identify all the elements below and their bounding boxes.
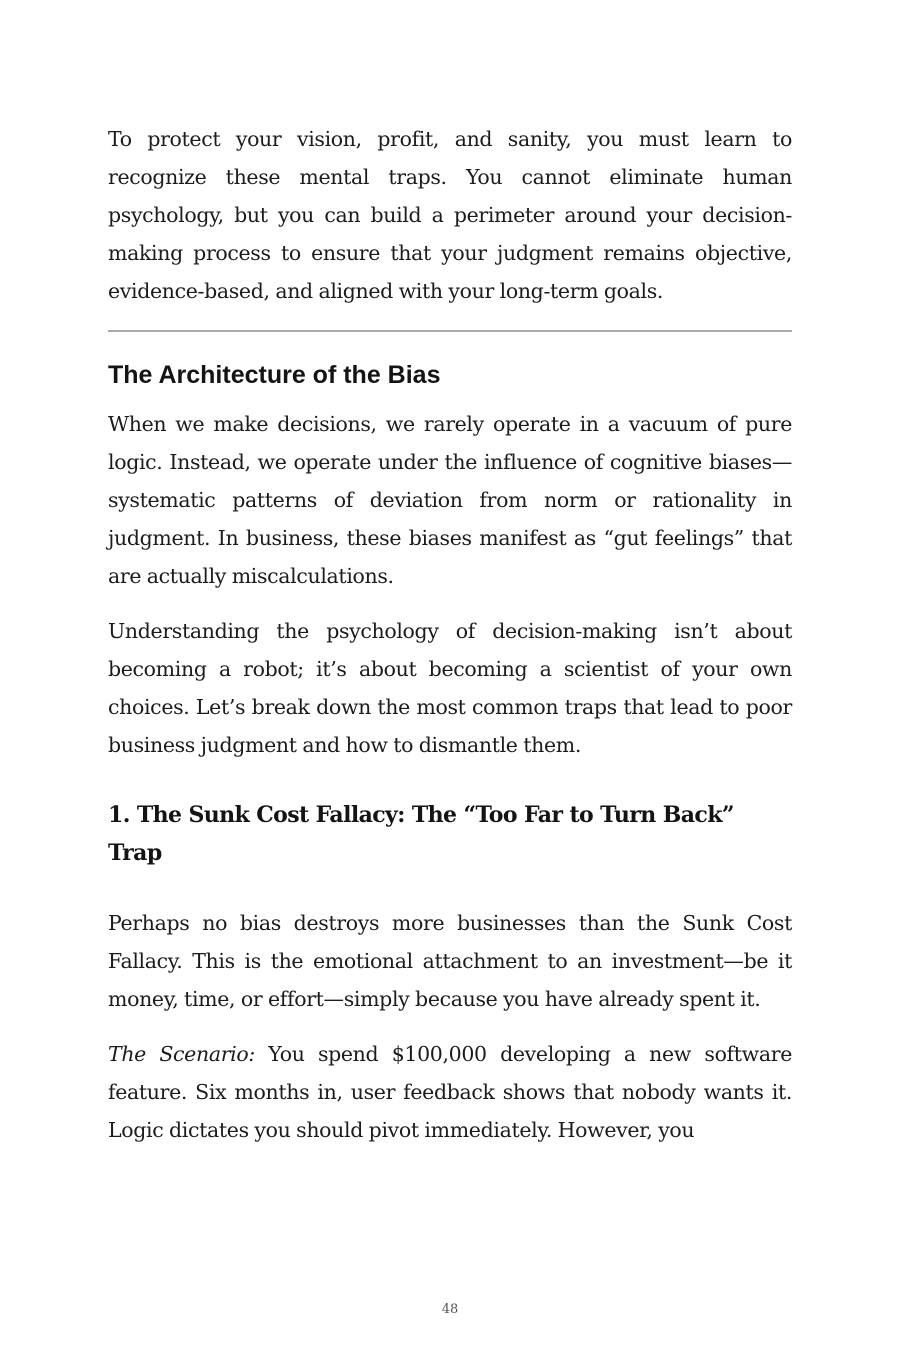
scenario-paragraph <box>108 1035 792 1149</box>
section-heading-architecture: The Architecture of the Bias <box>108 361 441 389</box>
sunk-cost-paragraph: Perhaps no bias destroys more businesses than the Sunk Cost Fallacy. This is the emotional attachment to an investment—be it money, time, or effort—simply because you have already spent it. <box>108 911 792 1011</box>
scenario-text: You spend $100,000 developing a new software feature. Six months in, user feedback shows that nobody wants it. Logic dictates you should pivot immediately. However, you <box>108 1042 792 1142</box>
architecture-paragraph-2: Understanding the psychology of decision-making isn’t about becoming a robot; it’s about becoming a scientist of your own choices. Let’s break down the most common traps that lead to poor business judgment and how to dismantle them. <box>108 619 792 757</box>
architecture-paragraph-1: When we make decisions, we rarely operate in a vacuum of pure logic. Instead, we operate under the influence of cognitive biases—systematic patterns of deviation from norm or rationality in judgment. In business, these biases manifest as “gut feelings” that are actually miscalculations. <box>108 412 792 588</box>
heading-spacer <box>108 872 792 904</box>
page-number: 48 <box>441 1302 459 1317</box>
scenario-label: The Scenario: <box>108 1042 255 1066</box>
intro-paragraph: To protect your vision, profit, and sanity, you must learn to recognize these mental traps. You cannot eliminate human psychology, but you can build a perimeter around your decision-making process to ensure that your judgment remains objective, evidence-based, and aligned with your long-term goals. <box>108 127 792 303</box>
section-heading-sunk-cost: 1. The Sunk Cost Fallacy: The “Too Far to Turn Back” Trap <box>108 802 734 866</box>
page-body <box>108 120 792 1149</box>
section-divider <box>108 330 792 332</box>
